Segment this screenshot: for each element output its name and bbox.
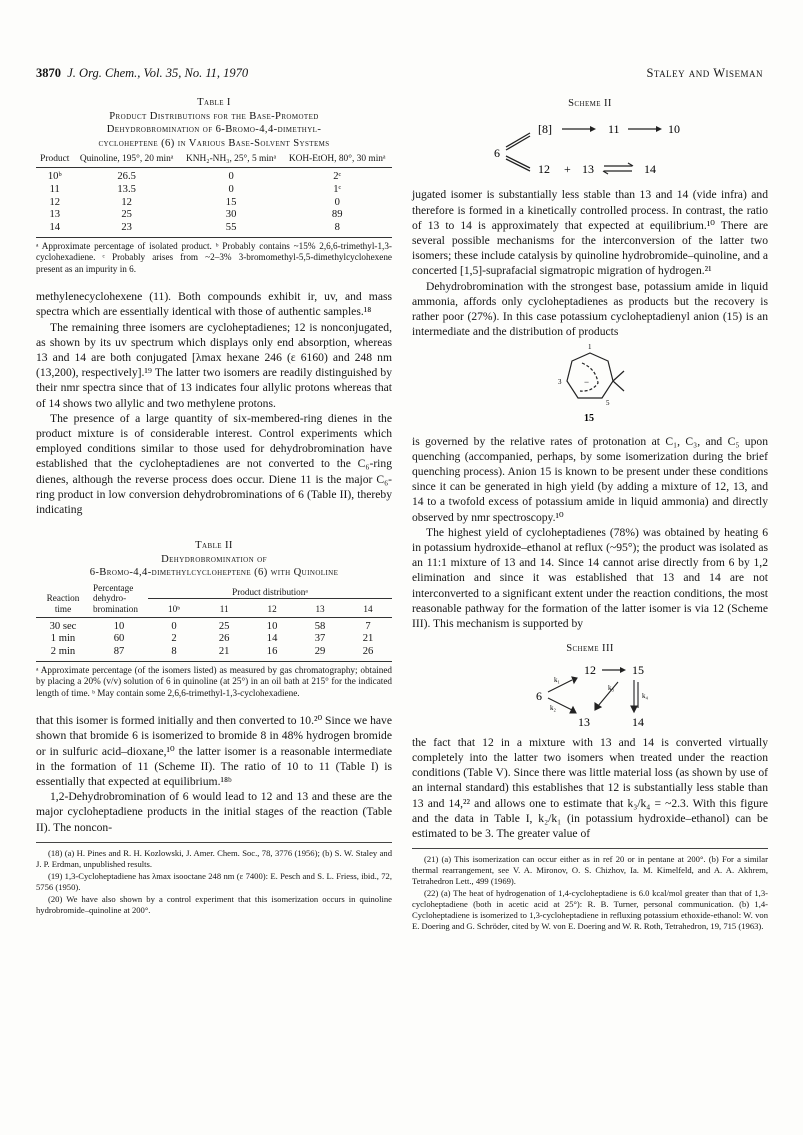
table1-caption-line: cycloheptene (6) in Various Base-Solvent Systems [98, 137, 330, 149]
table-cell: 23 [74, 222, 180, 237]
table-cell: 25 [218, 620, 230, 632]
reference: (22) (a) The heat of hydrogenation of 1,4-cycloheptadiene is 6.0 kcal/mol greater than that of 1,3-cycloheptadiene (both in acetic acid at 25°): R. B. Turner, personal communication. (b) 1,4-Cycloheptadiene is isomerized to 1,3-cycloheptadiene in refluxing potassium ethoxide-ethanol: W. von E. Doering and G. Schröder, cited by W. von E. Doering and W. R. Roth, Tetrahedron, 19, 715 (1963). [412, 888, 768, 932]
compound-label: 15 [584, 413, 594, 425]
table2-header: 14 [344, 598, 392, 617]
reference: (19) 1,3-Cycloheptadiene has λmax isooctane 248 nm (ε 7400): E. Pesch and S. L. Friess, ibid., 72, 5756 (1950). [36, 870, 392, 892]
table2-header: 13 [296, 598, 344, 617]
table-row [36, 184, 392, 197]
arrow-icon [602, 667, 626, 673]
journal-citation: J. Org. Chem., Vol. 35, No. 11, 1970 [67, 66, 249, 80]
scheme2-title: Scheme II [568, 98, 612, 109]
table-row [36, 617, 392, 633]
scheme3-diagram [412, 656, 768, 730]
table-cell: 26.5 [117, 171, 136, 182]
table-row [36, 168, 392, 184]
table2-header: Percentage dehydro-bromination [90, 583, 148, 617]
position-label: 1 [588, 343, 592, 352]
table2-group-row [36, 583, 392, 598]
table1 [36, 154, 392, 238]
table-row [36, 197, 392, 210]
anion-15-structure [412, 339, 768, 429]
body-paragraph: The highest yield of cycloheptadienes (78%) was obtained by heating 6 in potassium hydroxide–ethanol at reflux (~95°); the product was isolated as an 11:1 mixture of 13 and 14. Since 14 cannot arise directly from 6 by 1,2 elimination and since it was established that 13 and 14 are not interconverted to a significant extent under the reaction conditions, the most reasonable pathway for the formation of the latter isomer is via 12 (Scheme III). This mechanism is supported by [412, 525, 768, 631]
table1-header-row [36, 154, 392, 168]
scheme-label: 13 [578, 715, 590, 730]
running-header [36, 66, 763, 86]
table-cell: 60 [113, 633, 125, 645]
scheme-label: 14 [644, 162, 656, 177]
table-cell: 1 min [50, 633, 76, 645]
table-cell: 14 [266, 633, 278, 645]
scheme2-diagram [412, 111, 768, 183]
table2-caption [36, 539, 392, 580]
table-cell: 16 [248, 646, 296, 661]
table1-caption-line: Product Distributions for the Base-Promoted [109, 110, 319, 122]
table-cell: 21 [200, 646, 248, 661]
body-paragraph: Dehydrobromination with the strongest base, potassium amide in liquid ammonia, affords only cycloheptadienes as products but the recovery is rather poor (27%). In this case potassium cycloheptadienyl anion (15) is an intermediate and the distribution of products [412, 279, 768, 339]
reference: (18) (a) H. Pines and R. H. Kozlowski, J. Amer. Chem. Soc., 78, 3776 (1956); (b) S. W. Staley and J. P. Erdman, unpublished results. [36, 847, 392, 869]
scheme-label: 6 [536, 689, 542, 704]
table2-header: 12 [248, 598, 296, 617]
table-cell: 12 [49, 196, 61, 208]
table-cell: 30 sec [49, 620, 77, 632]
table-cell: 2 min [36, 646, 90, 661]
rate-constant: k₁ [554, 676, 560, 685]
table-cell: 89 [331, 209, 343, 221]
table-row [36, 209, 392, 222]
table-cell: 26 [218, 633, 230, 645]
right-column [412, 96, 768, 933]
scheme-label: 15 [632, 663, 644, 678]
minus-charge: − [584, 377, 590, 388]
scheme-label: [8] [538, 122, 552, 137]
table-row [36, 222, 392, 237]
page-number: 3870 [36, 66, 61, 80]
table-cell: 55 [180, 222, 283, 237]
table1-title: Table I [197, 97, 231, 108]
branch-arrows-icon [506, 133, 530, 171]
scheme3-title: Scheme III [566, 643, 614, 655]
footnote-divider [412, 848, 768, 849]
scheme-label: 13 [582, 162, 594, 177]
left-references [36, 848, 392, 916]
reference: (21) (a) This isomerization can occur either as in ref 20 or in pentane at 200°. (b) For a similar thermal rearrangement, see V. A. Mironov, O. S. Chizhov, Ia. M. Kimelfeld, and A. A. Akhrem, Tetrahedron Lett., 499 (1969). [412, 854, 768, 887]
rate-constant: k₃ [608, 684, 614, 693]
body-paragraph: The remaining three isomers are cycloheptadienes; 12 is nonconjugated, as shown by its uv spectrum which displays only end absorption, whereas 13 and 14 are both conjugated [λmax hexane 246 (ε 6160) and 248 nm (13,200), respectively].¹⁹ The latter two isomers are readily distinguished by their nmr spectra since that of 13 indicates four allylic protons whereas that of 14 shows two allylic and two methylene protons. [36, 320, 392, 410]
table-cell: 2 [171, 633, 177, 645]
table2-caption-line: Dehydrobromination of [161, 553, 267, 565]
table2-header: Reaction time [36, 583, 90, 617]
cycloheptadienyl-ring-icon [567, 353, 624, 398]
body-paragraph: 1,2-Dehydrobromination of 6 would lead to 12 and 13 and these are the major cycloheptadiene products in the initial stages of the reaction (Table II). The noncon- [36, 790, 392, 834]
body-paragraph: methylenecyclohexene (11). Both compounds exhibit ir, uv, and mass spectra which are essentially identical with those of authentic samples.¹⁸ [36, 290, 392, 319]
table-cell: 11 [49, 183, 60, 195]
rate-constant: k₄ [642, 692, 648, 701]
table-cell: 13.5 [117, 183, 136, 195]
table-cell: 10 [113, 620, 125, 632]
table-cell: 58 [314, 620, 326, 632]
table-cell: 14 [36, 222, 74, 237]
table-cell: 0 [171, 620, 177, 632]
table1-header: Product [36, 154, 74, 168]
scheme-label: 12 [538, 162, 550, 177]
table2-title: Table II [195, 540, 233, 552]
scheme-label: 6 [494, 146, 500, 161]
right-references [412, 854, 768, 932]
table2-caption-line: 6-Bromo-4,4-dimethylcycloheptene (6) with Quinoline [89, 567, 339, 579]
table-cell: 37 [314, 633, 326, 645]
body-paragraph: The presence of a large quantity of six-membered-ring dienes in the product mixture is of considerable interest. Control experiments which employed conditions similar to those used for dehydrobromination have established that the cycloheptadienes are not converted to the C₆-ring dienes, although the reverse process does occur. Diene 11 is the major C₆-ring product in low conversion dehydrobrominations of 6 (Table II), thereby indicating [36, 411, 392, 517]
scheme-label: 11 [608, 122, 620, 137]
table-cell: 2ᶜ [333, 171, 342, 182]
arrow-icon [628, 126, 662, 132]
table1-footnote: ᵃ Approximate percentage of isolated product. ᵇ Probably contains ~15% 2,6,6-trimethyl-1,3-cyclohexadiene. ᶜ Probably arises from ~2–3% 3-bromomethyl-5,5-dimethylcyclohexene present as an impurity in 6. [36, 240, 392, 274]
table2-header: 10ᵇ [148, 598, 200, 617]
table-cell: 0 [228, 171, 234, 182]
table-cell: 30 [225, 209, 237, 221]
table-cell: 29 [296, 646, 344, 661]
table-cell: 0 [228, 183, 234, 195]
reaction-arrows-icon [548, 677, 638, 713]
table-cell: 1ᶜ [333, 183, 342, 195]
reference: (20) We have also shown by a control experiment that this isomerization occurs in quinoline hydrobromide–quinoline at 200°. [36, 893, 392, 915]
table1-header: KNH₂-NH₃, 25°, 5 minᵃ [180, 154, 283, 168]
scheme-label: 14 [632, 715, 644, 730]
position-label: 5 [606, 399, 610, 408]
table-cell: 13 [49, 209, 61, 221]
table-cell: 26 [344, 646, 392, 661]
rate-constant: k₂ [550, 704, 556, 713]
footnote-divider [36, 842, 392, 843]
scheme-label: + [564, 162, 571, 177]
table2 [36, 583, 392, 662]
arrow-icon [562, 126, 596, 132]
table-cell: 7 [365, 620, 371, 632]
body-paragraph: that this isomer is formed initially and then converted to 10.²⁰ Since we have shown that bromide 6 is isomerized to bromide 8 in 48% hydrogen bromide or in sulfuric acid–dioxane,¹⁰ the latter isomer is a reasonable intermediate in the formation of 11 (Scheme II). The ratio of 10 to 11 (Table I) is essentially that expected at equilibrium.¹⁸ᵇ [36, 714, 392, 788]
position-label: 3 [558, 378, 562, 387]
author-names: Staley and Wiseman [646, 66, 763, 80]
table2-group-header: Product distributionᵃ [148, 583, 392, 598]
body-paragraph: jugated isomer is substantially less stable than 13 and 14 (vide infra) and therefore is formed in a kinetically controlled process. In contrast, the ratio of 13 to 14 is approximately that expected at equilibrium.¹⁰ There are several possible mechanisms for the interconversion of the latter two isomers; these include catalysis by quinoline hydrobromide–quinoline, and a concerted [1,5]-suprafacial sigmatropic migration of hydrogen.²¹ [412, 188, 768, 278]
table-cell: 15 [225, 196, 237, 208]
table-cell: 25 [121, 209, 132, 221]
table-cell: 8 [148, 646, 200, 661]
table1-header: Quinoline, 195°, 20 minᵃ [74, 154, 180, 168]
table-cell: 0 [334, 196, 340, 208]
table2-footnote: ᵃ Approximate percentage (of the isomers listed) as measured by gas chromatography; obtained by placing a 20% (v/v) solution of 6 in quinoline (at 25°) in an oil bath at 215° for the indicated length of time. ᵇ May contain some 2,6,6-trimethyl-1,3-cyclohexadiene. [36, 664, 392, 698]
body-paragraph: the fact that 12 in a mixture with 13 and 14 is converted virtually completely into the latter two isomers when treated under the reaction conditions (Table V). Since there was little material loss (as shown by use of an internal standard) this establishes that 12 is substantially less stable than 13 and 14,²² and allows one to estimate that k₃/k₄ = ~2.3. With this figure and the data in Table I, k₂/k₁ (in potassium hydroxide–ethanol) can be estimated to be 3. The greater value of [412, 735, 768, 840]
table2-header: 11 [200, 598, 248, 617]
scheme-label: 12 [584, 663, 596, 678]
scheme-label: 10 [668, 122, 680, 137]
table-cell: 10 [266, 620, 278, 632]
left-column [36, 96, 392, 917]
table1-caption [36, 96, 392, 150]
table-cell: 10ᵇ [47, 171, 62, 182]
table-row [36, 633, 392, 646]
table-cell: 21 [362, 633, 374, 645]
table-cell: 12 [121, 196, 132, 208]
equilibrium-arrow-icon [603, 163, 633, 174]
table-cell: 87 [90, 646, 148, 661]
table-row [36, 646, 392, 661]
body-paragraph: is governed by the relative rates of protonation at C₁, C₃, and C₅ upon quenching (accompanied, perhaps, by some isomerization during the brief quenching process). Anion 15 is known to be present under these conditions since it can be generated in high yield (by adding a mixture of 12, 13, and 14 to a twofold excess of potassium amide in liquid ammonia) and directly observed by nmr spectroscopy.¹⁰ [412, 434, 768, 524]
table-cell: 8 [282, 222, 392, 237]
table1-caption-line: Dehydrobromination of 6-Bromo-4,4-dimethyl- [106, 124, 322, 135]
table1-header: KOH-EtOH, 80°, 30 minᵃ [282, 154, 392, 168]
